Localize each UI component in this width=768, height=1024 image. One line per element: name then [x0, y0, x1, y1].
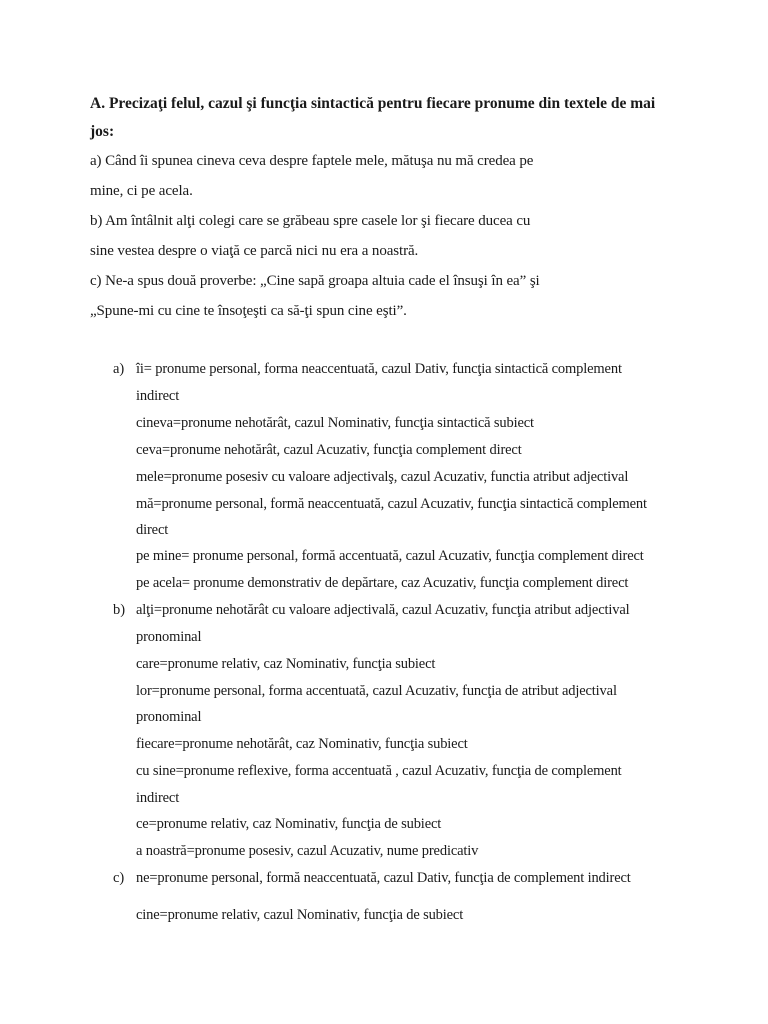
exercise-heading-line-1: A. Precizaţi felul, cazul şi funcţia sintactică pentru fiecare pronume din textele de mai	[90, 95, 656, 112]
answer-line: fiecare=pronume nehotărât, caz Nominativ, funcţia subiect	[136, 736, 468, 752]
answer-line: îi= pronume personal, forma neaccentuată, cazul Dativ, funcţia sintactică complement	[136, 361, 622, 377]
source-text-line: c) Ne-a spus două proverbe: „Cine sapă groapa altuia cade el însuşi în ea” şi	[90, 273, 540, 289]
answer-line: mă=pronume personal, formă neaccentuată, cazul Acuzativ, funcţia sintactică complement	[136, 496, 647, 512]
answer-line: lor=pronume personal, forma accentuată, cazul Acuzativ, funcţia de atribut adjectival	[136, 683, 617, 699]
answer-line: pronominal	[136, 709, 202, 725]
exercise-heading-line-2: jos:	[90, 123, 115, 140]
answer-line: pe mine= pronume personal, formă accentuată, cazul Acuzativ, funcţia complement direct	[136, 548, 644, 564]
source-text-line: „Spune-mi cu cine te însoţeşti ca să-ţi spun cine eşti”.	[90, 303, 407, 319]
answer-line: indirect	[136, 790, 180, 806]
list-marker-a: a)	[113, 361, 125, 377]
answer-line: pronominal	[136, 629, 202, 645]
answer-line: cineva=pronume nehotărât, cazul Nominativ, funcţia sintactică subiect	[136, 415, 534, 431]
answer-line: a noastră=pronume posesiv, cazul Acuzativ, nume predicativ	[136, 843, 479, 859]
answer-line: indirect	[136, 388, 180, 404]
answer-line: alţi=pronume nehotărât cu valoare adjectivală, cazul Acuzativ, funcţia atribut adjectival	[136, 602, 630, 618]
answer-line: direct	[136, 522, 169, 538]
list-marker-b: b)	[113, 602, 126, 618]
answer-line: ne=pronume personal, formă neaccentuată, cazul Dativ, funcţia de complement indirect	[136, 870, 631, 886]
answer-line: pe acela= pronume demonstrativ de depărtare, caz Acuzativ, funcţia complement direct	[136, 575, 629, 591]
source-text-line: a) Când îi spunea cineva ceva despre faptele mele, mătuşa nu mă credea pe	[90, 153, 534, 169]
source-text-line: b) Am întâlnit alţi colegi care se grăbeau spre casele lor şi fiecare ducea cu	[90, 213, 531, 229]
answer-line: care=pronume relativ, caz Nominativ, funcţia subiect	[136, 656, 436, 672]
answer-line: cu sine=pronume reflexive, forma accentuată , cazul Acuzativ, funcţia de complement	[136, 763, 622, 779]
list-marker-c: c)	[113, 870, 125, 886]
source-text-line: mine, ci pe acela.	[90, 183, 193, 199]
source-text-line: sine vestea despre o viaţă ce parcă nici nu era a noastră.	[90, 243, 419, 259]
answer-line: cine=pronume relativ, cazul Nominativ, funcţia de subiect	[136, 907, 464, 923]
answer-line: ceva=pronume nehotărât, cazul Acuzativ, funcţia complement direct	[136, 442, 522, 458]
answer-line: mele=pronume posesiv cu valoare adjectivalş, cazul Acuzativ, functia atribut adjectival	[136, 469, 629, 485]
answer-line: ce=pronume relativ, caz Nominativ, funcţia de subiect	[136, 816, 442, 832]
